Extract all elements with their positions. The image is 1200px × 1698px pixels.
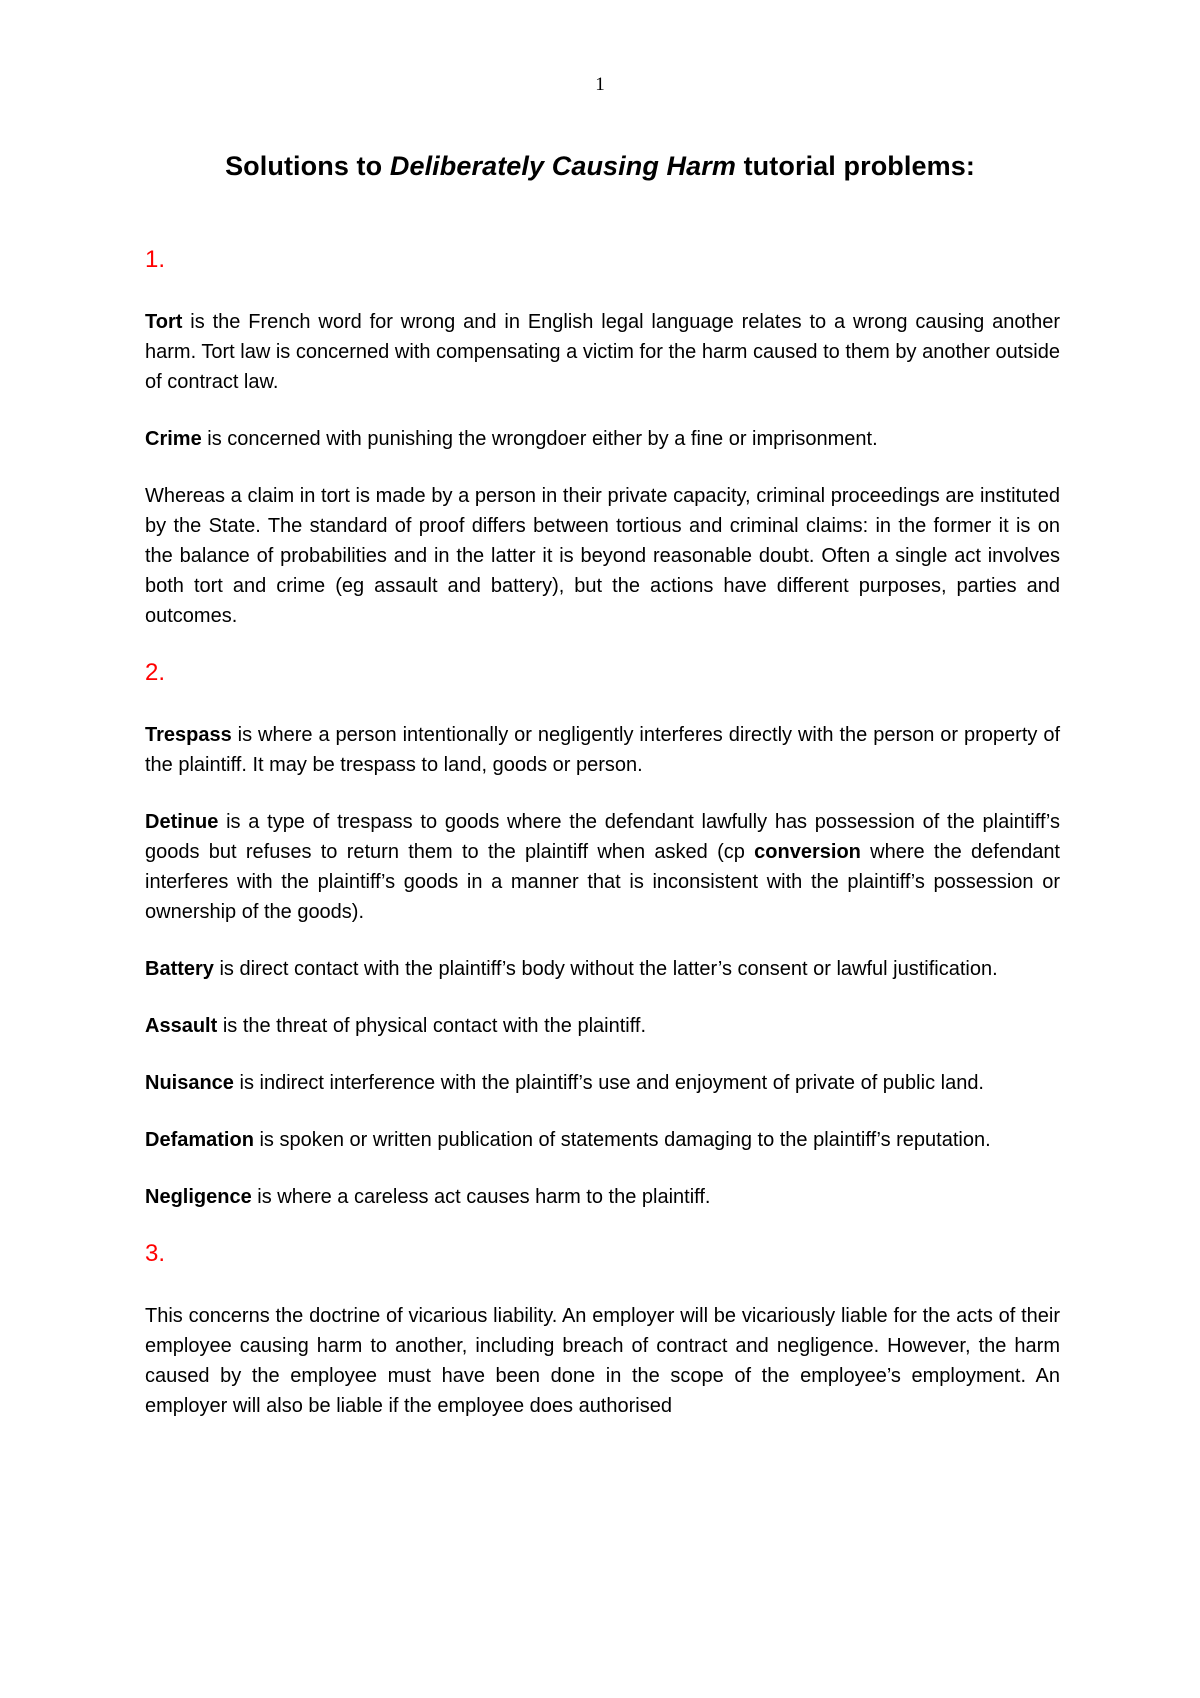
term-defamation: Defamation xyxy=(145,1129,254,1151)
paragraph-trespass xyxy=(145,720,1060,780)
title-suffix: tutorial problems: xyxy=(743,151,975,181)
question-number-2: 2. xyxy=(145,659,166,686)
page-title xyxy=(0,151,1200,182)
document-body xyxy=(145,245,1060,1448)
term-tort: Tort xyxy=(145,311,183,333)
title-prefix: Solutions to xyxy=(225,151,383,181)
definition-text: is a type of trespass to goods where the defendant lawfully has possession of the plaintiff’s goods but refuses to return them to the plaintiff when asked (cp xyxy=(145,811,1060,863)
term-battery: Battery xyxy=(145,958,214,980)
paragraph-nuisance xyxy=(145,1068,1060,1098)
term-conversion: conversion xyxy=(754,841,861,863)
paragraph-tort-vs-crime xyxy=(145,481,1060,631)
definition-text: is the French word for wrong and in English legal language relates to a wrong causing another harm. Tort law is concerned with compensating a victim for the harm caused to them by another outside of contract law. xyxy=(145,311,1060,393)
page-number: 1 xyxy=(595,74,605,95)
question-number-1: 1. xyxy=(145,246,166,273)
definition-text: is spoken or written publication of statements damaging to the plaintiff’s reputation. xyxy=(259,1129,991,1151)
definition-text: is the threat of physical contact with the plaintiff. xyxy=(222,1015,647,1037)
title-italic: Deliberately Causing Harm xyxy=(389,151,736,181)
question-number-3: 3. xyxy=(145,1240,166,1267)
term-crime: Crime xyxy=(145,428,202,450)
paragraph-text: This concerns the doctrine of vicarious liability. An employer will be vicariously liable for the acts of their employee causing harm to another, including breach of contract and negligence. However, the harm caused by the employee must have been done in the scope of the employee’s employment. An employer will also be liable if the employee does authorised xyxy=(145,1305,1060,1417)
definition-text: is where a careless act causes harm to the plaintiff. xyxy=(257,1186,711,1208)
definition-text: is direct contact with the plaintiff’s body without the latter’s consent or lawful justification. xyxy=(219,958,998,980)
paragraph-tort xyxy=(145,307,1060,397)
paragraph-negligence xyxy=(145,1182,1060,1212)
definition-text: where the defendant interferes with the plaintiff’s goods in a manner that is inconsistent with the plaintiff’s possession or ownership of the goods). xyxy=(145,841,1060,923)
term-assault: Assault xyxy=(145,1015,218,1037)
paragraph-detinue xyxy=(145,807,1060,927)
term-negligence: Negligence xyxy=(145,1186,252,1208)
definition-text: is concerned with punishing the wrongdoer either by a fine or imprisonment. xyxy=(207,428,878,450)
paragraph-crime xyxy=(145,424,1060,454)
paragraph-defamation xyxy=(145,1125,1060,1155)
paragraph-assault xyxy=(145,1011,1060,1041)
term-nuisance: Nuisance xyxy=(145,1072,234,1094)
paragraph-vicarious-liability xyxy=(145,1301,1060,1421)
term-trespass: Trespass xyxy=(145,724,232,746)
term-detinue: Detinue xyxy=(145,811,219,833)
paragraph-text: Whereas a claim in tort is made by a person in their private capacity, criminal proceedings are instituted by the State. The standard of proof differs between tortious and criminal claims: in the former it is on the balance of probabilities and in the latter it is beyond reasonable doubt. Often a single act involves both tort and crime (eg assault and battery), but the actions have different purposes, parties and outcomes. xyxy=(145,485,1060,627)
paragraph-battery xyxy=(145,954,1060,984)
definition-text: is where a person intentionally or negligently interferes directly with the person or property of the plaintiff. It may be trespass to land, goods or person. xyxy=(145,724,1060,776)
definition-text: is indirect interference with the plaintiff’s use and enjoyment of private of public land. xyxy=(239,1072,984,1094)
